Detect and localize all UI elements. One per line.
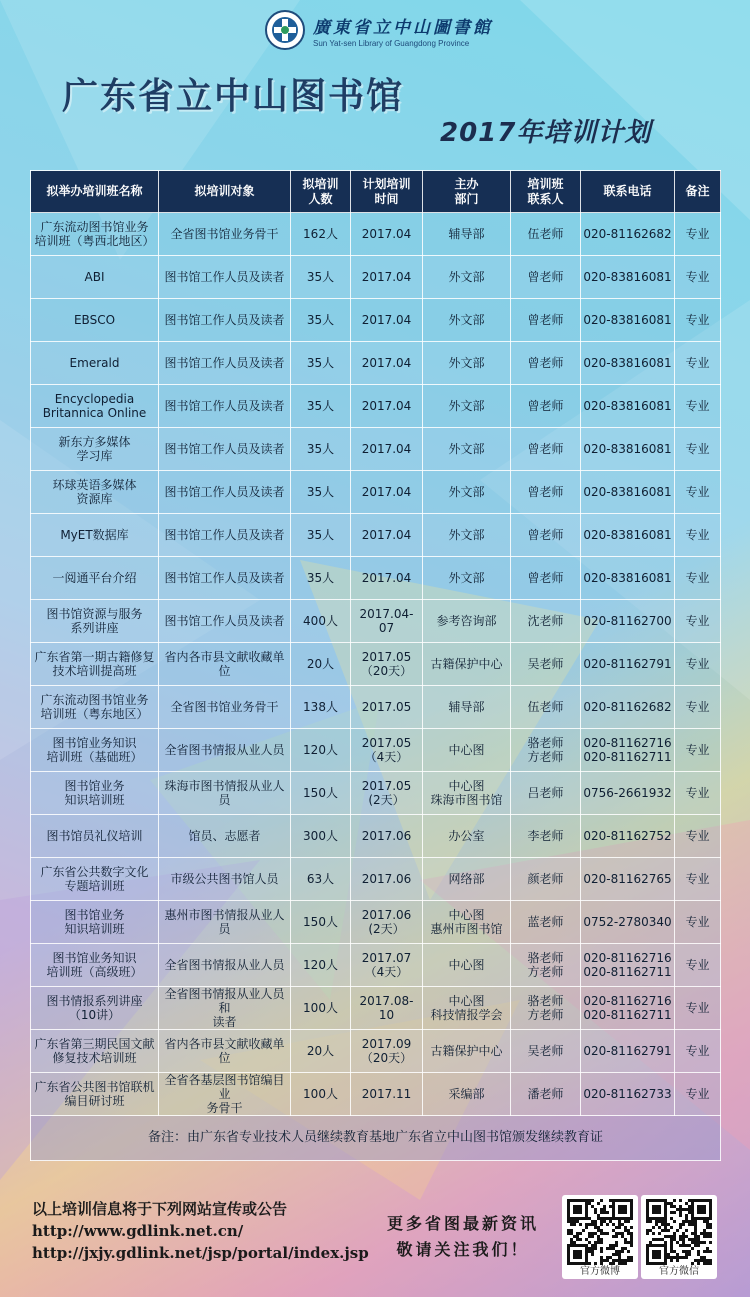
headcount-cell: 400人 <box>291 600 351 643</box>
remark-cell: 专业 <box>675 987 721 1030</box>
headcount-cell: 20人 <box>291 643 351 686</box>
contact-person-cell: 蓝老师 <box>511 901 581 944</box>
course-name-cell: ABI <box>31 256 159 299</box>
contact-person-cell: 伍老师 <box>511 686 581 729</box>
table-row <box>31 1073 721 1116</box>
target-audience-cell: 图书馆工作人员及读者 <box>159 342 291 385</box>
website-link-2[interactable]: http://jxjy.gdlink.net/jsp/portal/index.jsp <box>32 1244 369 1262</box>
schedule-cell: 2017.04 <box>351 428 423 471</box>
schedule-cell: 2017.05 (2天） <box>351 772 423 815</box>
phone-cell: 0756-2661932 <box>581 772 675 815</box>
target-audience-cell: 珠海市图书情报从业人员 <box>159 772 291 815</box>
library-logo <box>265 10 493 50</box>
weibo-qr-label: 官方微博 <box>580 1266 620 1277</box>
department-cell: 辅导部 <box>423 213 511 256</box>
logo-chinese-name: 廣東省立中山圖書館 <box>313 17 493 38</box>
contact-person-cell: 潘老师 <box>511 1073 581 1116</box>
remark-cell: 专业 <box>675 514 721 557</box>
slogan-line-2: 敬请关注我们！ <box>396 1240 530 1259</box>
department-cell: 辅导部 <box>423 686 511 729</box>
course-name-cell: 图书馆业务知识 培训班（高级班） <box>31 944 159 987</box>
contact-person-cell: 曾老师 <box>511 514 581 557</box>
phone-cell: 020-81162752 <box>581 815 675 858</box>
headcount-cell: 20人 <box>291 1030 351 1073</box>
phone-cell: 020-81162733 <box>581 1073 675 1116</box>
department-cell: 外文部 <box>423 514 511 557</box>
phone-cell: 020-81162791 <box>581 1030 675 1073</box>
contact-person-cell: 吕老师 <box>511 772 581 815</box>
course-name-cell: Emerald <box>31 342 159 385</box>
department-cell: 外文部 <box>423 557 511 600</box>
course-name-cell: 广东流动图书馆业务 培训班（粤东地区） <box>31 686 159 729</box>
remark-cell: 专业 <box>675 213 721 256</box>
follow-slogan <box>387 1211 539 1263</box>
column-header: 计划培训 时间 <box>351 171 423 213</box>
phone-cell: 020-83816081 <box>581 342 675 385</box>
target-audience-cell: 全省图书情报从业人员 <box>159 729 291 772</box>
phone-cell: 0752-2780340 <box>581 901 675 944</box>
remark-cell: 专业 <box>675 1030 721 1073</box>
schedule-cell: 2017.04-07 <box>351 600 423 643</box>
department-cell: 中心图 科技情报学会 <box>423 987 511 1030</box>
department-cell: 外文部 <box>423 428 511 471</box>
phone-cell: 020-81162700 <box>581 600 675 643</box>
headcount-cell: 150人 <box>291 901 351 944</box>
phone-cell: 020-83816081 <box>581 557 675 600</box>
course-name-cell: 图书馆员礼仪培训 <box>31 815 159 858</box>
page-title: 广东省立中山图书馆 <box>62 76 405 117</box>
schedule-cell: 2017.09 （20天） <box>351 1030 423 1073</box>
department-cell: 外文部 <box>423 385 511 428</box>
department-cell: 中心图 <box>423 944 511 987</box>
schedule-cell: 2017.08-10 <box>351 987 423 1030</box>
target-audience-cell: 图书馆工作人员及读者 <box>159 557 291 600</box>
contact-person-cell: 曾老师 <box>511 428 581 471</box>
schedule-cell: 2017.05 <box>351 686 423 729</box>
remark-cell: 专业 <box>675 471 721 514</box>
table-header-row <box>31 171 721 213</box>
phone-cell: 020-81162765 <box>581 858 675 901</box>
course-name-cell: 图书馆资源与服务 系列讲座 <box>31 600 159 643</box>
headcount-cell: 300人 <box>291 815 351 858</box>
remark-cell: 专业 <box>675 1073 721 1116</box>
headcount-cell: 120人 <box>291 729 351 772</box>
table-row <box>31 514 721 557</box>
website-link-1[interactable]: http://www.gdlink.net.cn/ <box>32 1222 244 1240</box>
table-row <box>31 901 721 944</box>
table-row <box>31 772 721 815</box>
headcount-cell: 63人 <box>291 858 351 901</box>
schedule-cell: 2017.07 （4天） <box>351 944 423 987</box>
phone-cell: 020-81162716 020-81162711 <box>581 987 675 1030</box>
contact-person-cell: 骆老师 方老师 <box>511 987 581 1030</box>
remark-cell: 专业 <box>675 901 721 944</box>
headcount-cell: 35人 <box>291 428 351 471</box>
column-header: 主办 部门 <box>423 171 511 213</box>
contact-person-cell: 曾老师 <box>511 342 581 385</box>
column-header: 培训班 联系人 <box>511 171 581 213</box>
remark-cell: 专业 <box>675 944 721 987</box>
course-name-cell: 广东省公共图书馆联机 编目研讨班 <box>31 1073 159 1116</box>
contact-person-cell: 吴老师 <box>511 643 581 686</box>
schedule-cell: 2017.04 <box>351 299 423 342</box>
table-row <box>31 557 721 600</box>
remark-cell: 专业 <box>675 686 721 729</box>
course-name-cell: 广东省第三期民国文献 修复技术培训班 <box>31 1030 159 1073</box>
logo-english-name: Sun Yat-sen Library of Guangdong Province <box>313 38 470 48</box>
phone-cell: 020-83816081 <box>581 428 675 471</box>
course-name-cell: MyET数据库 <box>31 514 159 557</box>
remark-cell: 专业 <box>675 858 721 901</box>
target-audience-cell: 全省图书情报从业人员 <box>159 944 291 987</box>
remark-cell: 专业 <box>675 299 721 342</box>
contact-person-cell: 曾老师 <box>511 557 581 600</box>
department-cell: 外文部 <box>423 342 511 385</box>
headcount-cell: 162人 <box>291 213 351 256</box>
department-cell: 参考咨询部 <box>423 600 511 643</box>
headcount-cell: 35人 <box>291 256 351 299</box>
target-audience-cell: 惠州市图书情报从业人员 <box>159 901 291 944</box>
schedule-cell: 2017.04 <box>351 256 423 299</box>
footer-announcement: 以上培训信息将于下列网站宣传或公告 <box>32 1200 288 1218</box>
course-name-cell: Encyclopedia Britannica Online <box>31 385 159 428</box>
course-name-cell: EBSCO <box>31 299 159 342</box>
remark-cell: 专业 <box>675 557 721 600</box>
phone-cell: 020-81162682 <box>581 213 675 256</box>
department-cell: 中心图 惠州市图书馆 <box>423 901 511 944</box>
department-cell: 办公室 <box>423 815 511 858</box>
target-audience-cell: 图书馆工作人员及读者 <box>159 256 291 299</box>
schedule-cell: 2017.04 <box>351 213 423 256</box>
phone-cell: 020-83816081 <box>581 256 675 299</box>
column-header: 拟培训对象 <box>159 171 291 213</box>
department-cell: 外文部 <box>423 299 511 342</box>
column-header: 拟举办培训班名称 <box>31 171 159 213</box>
contact-person-cell: 曾老师 <box>511 256 581 299</box>
phone-cell: 020-81162716 020-81162711 <box>581 944 675 987</box>
qr-code-icon <box>567 1199 633 1265</box>
wechat-qr-label: 官方微信 <box>659 1266 699 1277</box>
page-subtitle: 2017年培训计划 <box>440 118 652 148</box>
department-cell: 中心图 珠海市图书馆 <box>423 772 511 815</box>
department-cell: 网络部 <box>423 858 511 901</box>
target-audience-cell: 图书馆工作人员及读者 <box>159 471 291 514</box>
phone-cell: 020-83816081 <box>581 299 675 342</box>
course-name-cell: 图书馆业务 知识培训班 <box>31 901 159 944</box>
target-audience-cell: 全省图书情报从业人员和 读者 <box>159 987 291 1030</box>
phone-cell: 020-83816081 <box>581 514 675 557</box>
department-cell: 采编部 <box>423 1073 511 1116</box>
target-audience-cell: 图书馆工作人员及读者 <box>159 385 291 428</box>
footer-websites <box>32 1198 369 1264</box>
contact-person-cell: 伍老师 <box>511 213 581 256</box>
contact-person-cell: 曾老师 <box>511 385 581 428</box>
table-row <box>31 600 721 643</box>
department-cell: 外文部 <box>423 256 511 299</box>
table-row <box>31 1030 721 1073</box>
table-row <box>31 987 721 1030</box>
contact-person-cell: 曾老师 <box>511 299 581 342</box>
schedule-cell: 2017.05 （20天） <box>351 643 423 686</box>
qr-code-icon <box>646 1199 712 1265</box>
target-audience-cell: 图书馆工作人员及读者 <box>159 600 291 643</box>
table-row <box>31 944 721 987</box>
course-name-cell: 一阅通平台介绍 <box>31 557 159 600</box>
table-row <box>31 256 721 299</box>
column-header: 备注 <box>675 171 721 213</box>
phone-cell: 020-83816081 <box>581 471 675 514</box>
schedule-cell: 2017.04 <box>351 342 423 385</box>
course-name-cell: 广东流动图书馆业务 培训班（粤西北地区） <box>31 213 159 256</box>
table-row <box>31 686 721 729</box>
target-audience-cell: 省内各市县文献收藏单位 <box>159 643 291 686</box>
department-cell: 中心图 <box>423 729 511 772</box>
contact-person-cell: 颜老师 <box>511 858 581 901</box>
schedule-cell: 2017.06 <box>351 858 423 901</box>
target-audience-cell: 图书馆工作人员及读者 <box>159 299 291 342</box>
schedule-cell: 2017.04 <box>351 385 423 428</box>
schedule-cell: 2017.04 <box>351 471 423 514</box>
target-audience-cell: 全省各基层图书馆编目业 务骨干 <box>159 1073 291 1116</box>
contact-person-cell: 骆老师 方老师 <box>511 729 581 772</box>
table-row <box>31 213 721 256</box>
headcount-cell: 100人 <box>291 987 351 1030</box>
headcount-cell: 35人 <box>291 299 351 342</box>
target-audience-cell: 市级公共图书馆人员 <box>159 858 291 901</box>
wechat-qr-code[interactable] <box>641 1195 717 1279</box>
headcount-cell: 35人 <box>291 514 351 557</box>
department-cell: 古籍保护中心 <box>423 1030 511 1073</box>
schedule-cell: 2017.06 (2天） <box>351 901 423 944</box>
headcount-cell: 138人 <box>291 686 351 729</box>
schedule-cell: 2017.04 <box>351 514 423 557</box>
course-name-cell: 广东省第一期古籍修复 技术培训提高班 <box>31 643 159 686</box>
headcount-cell: 35人 <box>291 557 351 600</box>
target-audience-cell: 省内各市县文献收藏单位 <box>159 1030 291 1073</box>
course-name-cell: 广东省公共数字文化 专题培训班 <box>31 858 159 901</box>
remark-cell: 专业 <box>675 428 721 471</box>
phone-cell: 020-83816081 <box>581 385 675 428</box>
schedule-cell: 2017.04 <box>351 557 423 600</box>
contact-person-cell: 沈老师 <box>511 600 581 643</box>
table-row <box>31 729 721 772</box>
department-cell: 古籍保护中心 <box>423 643 511 686</box>
remark-cell: 专业 <box>675 256 721 299</box>
target-audience-cell: 全省图书馆业务骨干 <box>159 686 291 729</box>
table-row <box>31 385 721 428</box>
target-audience-cell: 图书馆工作人员及读者 <box>159 428 291 471</box>
course-name-cell: 图书情报系列讲座 （10讲） <box>31 987 159 1030</box>
slogan-line-1: 更多省图最新资讯 <box>387 1214 540 1233</box>
schedule-cell: 2017.06 <box>351 815 423 858</box>
table-row <box>31 428 721 471</box>
remark-cell: 专业 <box>675 385 721 428</box>
table-row <box>31 299 721 342</box>
remark-cell: 专业 <box>675 772 721 815</box>
remark-cell: 专业 <box>675 342 721 385</box>
remark-cell: 专业 <box>675 600 721 643</box>
column-header: 联系电话 <box>581 171 675 213</box>
table-row <box>31 471 721 514</box>
course-name-cell: 图书馆业务 知识培训班 <box>31 772 159 815</box>
table-row <box>31 815 721 858</box>
contact-person-cell: 骆老师 方老师 <box>511 944 581 987</box>
headcount-cell: 35人 <box>291 471 351 514</box>
remark-cell: 专业 <box>675 643 721 686</box>
training-plan-table <box>30 170 721 1161</box>
weibo-qr-code[interactable] <box>562 1195 638 1279</box>
target-audience-cell: 图书馆工作人员及读者 <box>159 514 291 557</box>
headcount-cell: 35人 <box>291 385 351 428</box>
contact-person-cell: 曾老师 <box>511 471 581 514</box>
library-emblem-icon <box>265 10 305 50</box>
table-row <box>31 342 721 385</box>
contact-person-cell: 吴老师 <box>511 1030 581 1073</box>
headcount-cell: 120人 <box>291 944 351 987</box>
table-row <box>31 643 721 686</box>
contact-person-cell: 李老师 <box>511 815 581 858</box>
column-header: 拟培训 人数 <box>291 171 351 213</box>
schedule-cell: 2017.11 <box>351 1073 423 1116</box>
phone-cell: 020-81162682 <box>581 686 675 729</box>
headcount-cell: 35人 <box>291 342 351 385</box>
table-row <box>31 858 721 901</box>
headcount-cell: 100人 <box>291 1073 351 1116</box>
phone-cell: 020-81162716 020-81162711 <box>581 729 675 772</box>
remark-cell: 专业 <box>675 815 721 858</box>
remark-cell: 专业 <box>675 729 721 772</box>
course-name-cell: 新东方多媒体 学习库 <box>31 428 159 471</box>
headcount-cell: 150人 <box>291 772 351 815</box>
course-name-cell: 图书馆业务知识 培训班（基础班） <box>31 729 159 772</box>
table-footnote: 备注：由广东省专业技术人员继续教育基地广东省立中山图书馆颁发继续教育证 <box>31 1116 721 1161</box>
course-name-cell: 环球英语多媒体 资源库 <box>31 471 159 514</box>
target-audience-cell: 馆员、志愿者 <box>159 815 291 858</box>
schedule-cell: 2017.05 （4天） <box>351 729 423 772</box>
target-audience-cell: 全省图书馆业务骨干 <box>159 213 291 256</box>
department-cell: 外文部 <box>423 471 511 514</box>
phone-cell: 020-81162791 <box>581 643 675 686</box>
table-footnote-row <box>31 1116 721 1161</box>
